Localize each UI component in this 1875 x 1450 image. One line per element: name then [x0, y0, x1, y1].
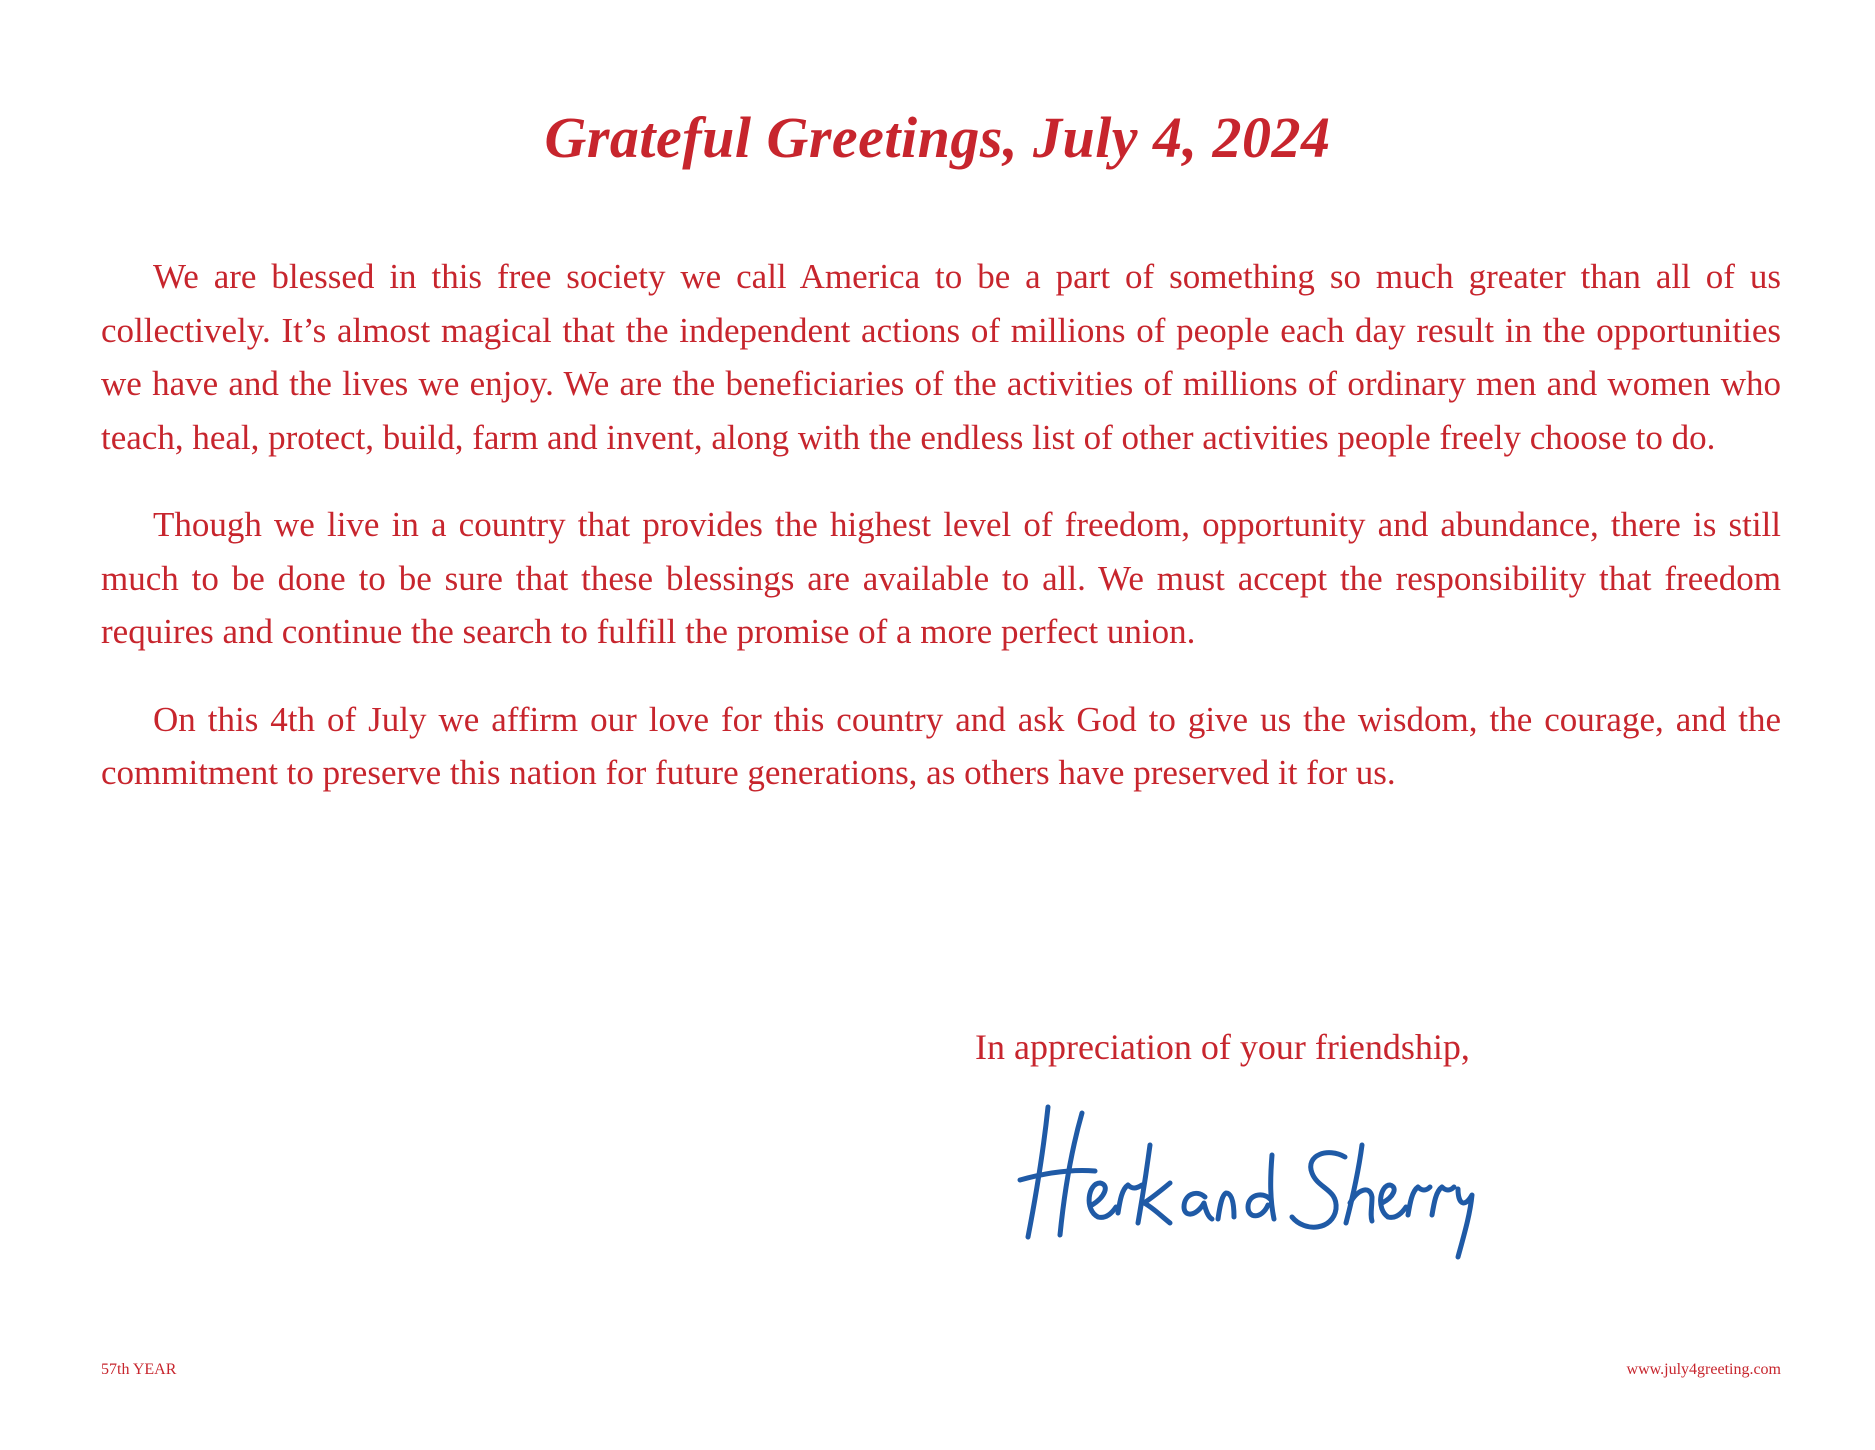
footer-website: www.july4greeting.com [1626, 1361, 1781, 1378]
footer-year: 57th YEAR [101, 1361, 177, 1378]
handwritten-signature [1000, 1085, 1480, 1265]
letter-body [101, 250, 1781, 834]
letter-title: Grateful Greetings, July 4, 2024 [544, 105, 1331, 170]
paragraph-3: On this 4th of July we affirm our love for this country and ask God to give us the wisdom, the courage, and the commitment to preserve this nation for future generations, as others have preserved it for us. [101, 699, 1781, 792]
paragraph-2: Though we live in a country that provides the highest level of freedom, opportunity and abundance, there is still much to be done to be sure that these blessings are available to all. We must accept the responsibility that freedom requires and continue the search to fulfill the promise of a more perfect union. [101, 505, 1781, 651]
paragraph-1: We are blessed in this free society we call America to be a part of something so much greater than all of us collectively. It’s almost magical that the independent actions of millions of people each day result in the opportunities we have and the lives we enjoy. We are the beneficiaries of the activities of millions of ordinary men and women who teach, heal, protect, build, farm and invent, along with the endless list of other activities people freely choose to do. [101, 257, 1781, 457]
closing-line: In appreciation of your friendship, [975, 1027, 1470, 1067]
